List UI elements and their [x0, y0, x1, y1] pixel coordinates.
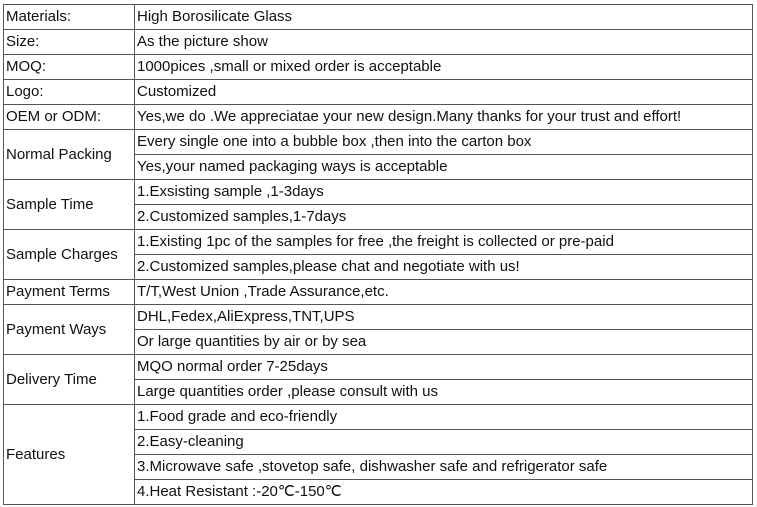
row-label: Sample Time [4, 180, 135, 230]
row-value: 3.Microwave safe ,stovetop safe, dishwasher safe and refrigerator safe [135, 455, 753, 480]
row-label: Payment Ways [4, 305, 135, 355]
row-value: 2.Easy-cleaning [135, 430, 753, 455]
row-value: 2.Customized samples,please chat and negotiate with us! [135, 255, 753, 280]
row-value: 1.Food grade and eco-friendly [135, 405, 753, 430]
row-value: Customized [135, 80, 753, 105]
table-row [4, 55, 753, 80]
table-row [4, 130, 753, 155]
table-row [4, 80, 753, 105]
table-row [4, 105, 753, 130]
table-row [4, 230, 753, 255]
row-value: Yes,we do .We appreciatae your new design.Many thanks for your trust and effort! [135, 105, 753, 130]
table-row [4, 5, 753, 30]
row-value: High Borosilicate Glass [135, 5, 753, 30]
row-value: Or large quantities by air or by sea [135, 330, 753, 355]
row-value: Yes,your named packaging ways is acceptable [135, 155, 753, 180]
row-label: Materials: [4, 5, 135, 30]
row-label: Payment Terms [4, 280, 135, 305]
row-value: T/T,West Union ,Trade Assurance,etc. [135, 280, 753, 305]
row-value: 4.Heat Resistant :-20℃-150℃ [135, 480, 753, 505]
row-value: DHL,Fedex,AliExpress,TNT,UPS [135, 305, 753, 330]
row-value: 1.Existing 1pc of the samples for free ,the freight is collected or pre-paid [135, 230, 753, 255]
row-value: 1000pices ,small or mixed order is acceptable [135, 55, 753, 80]
row-label: OEM or ODM: [4, 105, 135, 130]
row-label: Delivery Time [4, 355, 135, 405]
table-row [4, 305, 753, 330]
row-value: Every single one into a bubble box ,then into the carton box [135, 130, 753, 155]
row-label: Size: [4, 30, 135, 55]
table-row [4, 405, 753, 430]
row-label: Features [4, 405, 135, 505]
spec-table [3, 4, 753, 505]
table-row [4, 180, 753, 205]
table-row [4, 355, 753, 380]
row-label: MOQ: [4, 55, 135, 80]
row-value: MQO normal order 7-25days [135, 355, 753, 380]
spec-table-body [4, 5, 753, 505]
row-label: Logo: [4, 80, 135, 105]
row-value: As the picture show [135, 30, 753, 55]
row-value: 1.Exsisting sample ,1-3days [135, 180, 753, 205]
table-row [4, 280, 753, 305]
row-label: Sample Charges [4, 230, 135, 280]
table-row [4, 30, 753, 55]
row-label: Normal Packing [4, 130, 135, 180]
row-value: 2.Customized samples,1-7days [135, 205, 753, 230]
row-value: Large quantities order ,please consult with us [135, 380, 753, 405]
